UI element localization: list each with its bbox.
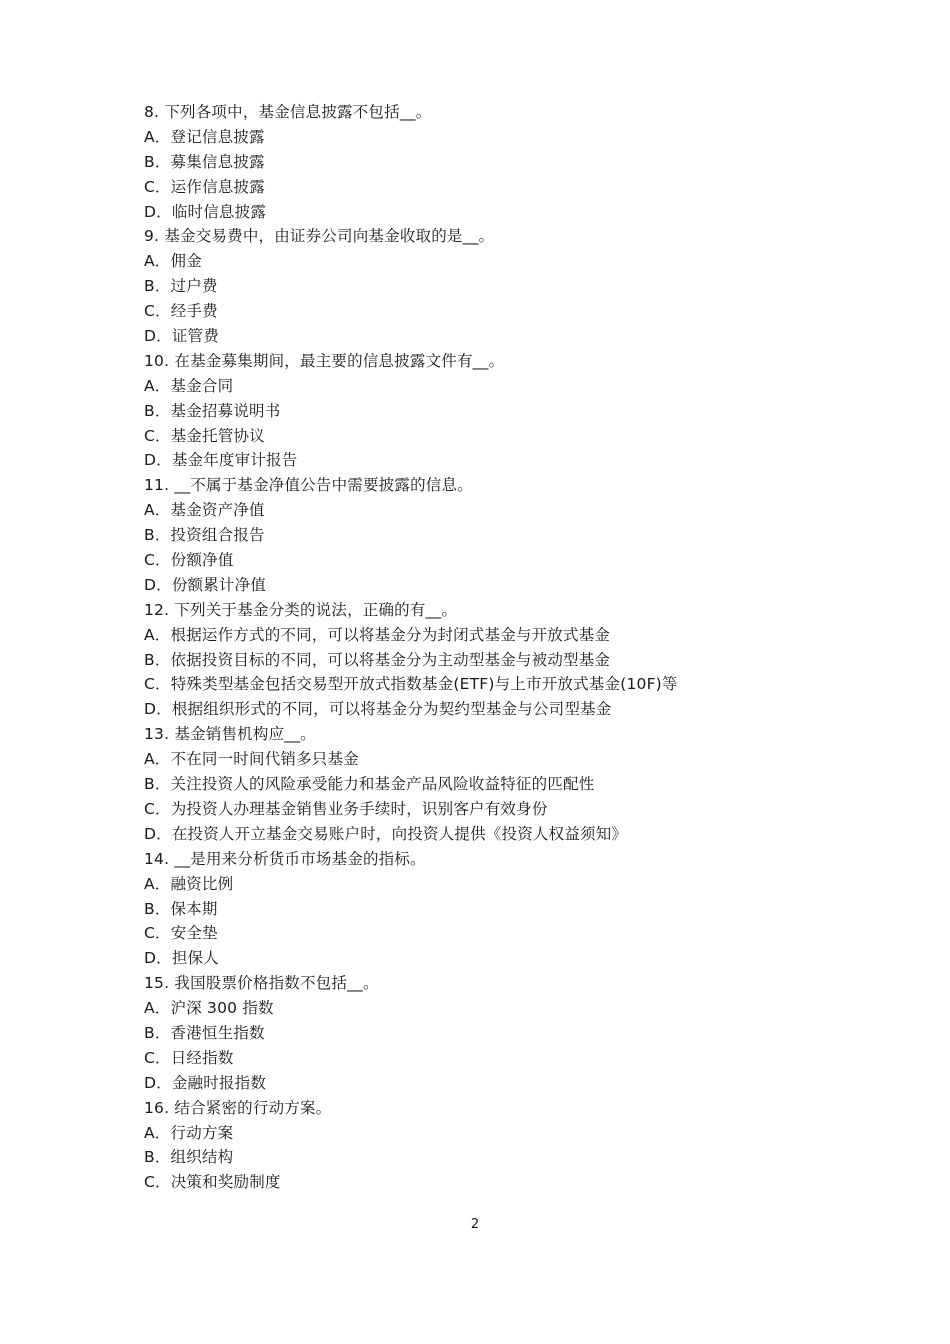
option-a: A．融资比例 — [144, 874, 234, 893]
option-b: B．组织结构 — [144, 1148, 234, 1167]
option-d: D．基金年度审计报告 — [144, 451, 298, 470]
option-c: C．基金托管协议 — [144, 426, 265, 445]
option-c: C．决策和奖励制度 — [144, 1173, 281, 1192]
option-b: B．关注投资人的风险承受能力和基金产品风险收益特征的匹配性 — [144, 775, 595, 794]
question-stem: 15. 我国股票价格指数不包括__。 — [144, 974, 379, 993]
option-c: C．经手费 — [144, 302, 218, 321]
question-stem: 11. __不属于基金净值公告中需要披露的信息。 — [144, 476, 473, 495]
question-stem: 16. 结合紧密的行动方案。 — [144, 1098, 332, 1117]
page-number: 2 — [470, 1217, 480, 1232]
option-c: C．日经指数 — [144, 1048, 234, 1067]
option-b: B．投资组合报告 — [144, 526, 265, 545]
question-stem: 12. 下列关于基金分类的说法，正确的有__。 — [144, 600, 458, 619]
option-a: A．沪深 300 指数 — [144, 999, 274, 1018]
option-b: B．募集信息披露 — [144, 152, 265, 171]
question-stem: 9. 基金交易费中，由证券公司向基金收取的是__。 — [144, 227, 495, 246]
option-d: D．担保人 — [144, 949, 219, 968]
option-b: B．基金招募说明书 — [144, 401, 281, 420]
option-b: B．过户费 — [144, 277, 218, 296]
option-d: D．金融时报指数 — [144, 1073, 267, 1092]
option-d: D．证管费 — [144, 327, 219, 346]
option-b: B．保本期 — [144, 899, 218, 918]
option-d: D．份额累计净值 — [144, 575, 267, 594]
option-c: C．安全垫 — [144, 924, 218, 943]
option-d: D．根据组织形式的不同，可以将基金分为契约型基金与公司型基金 — [144, 700, 612, 719]
question-stem: 10. 在基金募集期间，最主要的信息披露文件有__。 — [144, 351, 505, 370]
question-list — [144, 100, 824, 1195]
option-d: D．临时信息披露 — [144, 202, 267, 221]
question-stem: 8. 下列各项中，基金信息披露不包括__。 — [144, 103, 432, 121]
option-b: B．香港恒生指数 — [144, 1023, 265, 1042]
option-c: C．为投资人办理基金销售业务手续时，识别客户有效身份 — [144, 799, 548, 818]
option-a: A．佣金 — [144, 252, 202, 271]
option-a: A．登记信息披露 — [144, 127, 265, 146]
option-a: A．基金合同 — [144, 376, 234, 395]
option-a: A．基金资产净值 — [144, 501, 265, 520]
question-stem: 13. 基金销售机构应__。 — [144, 725, 316, 744]
option-c: C．运作信息披露 — [144, 177, 265, 196]
option-a: A．行动方案 — [144, 1123, 234, 1142]
option-c: C．特殊类型基金包括交易型开放式指数基金(ETF)与上市开放式基金(10F)等 — [144, 675, 678, 694]
option-d: D．在投资人开立基金交易账户时，向投资人提供《投资人权益须知》 — [144, 824, 628, 843]
option-b: B．依据投资目标的不同，可以将基金分为主动型基金与被动型基金 — [144, 650, 611, 669]
option-a: A．根据运作方式的不同，可以将基金分为封闭式基金与开放式基金 — [144, 625, 611, 644]
option-a: A．不在同一时间代销多只基金 — [144, 750, 359, 769]
question-stem: 14. __是用来分析货币市场基金的指标。 — [144, 849, 426, 868]
option-c: C．份额净值 — [144, 551, 234, 570]
